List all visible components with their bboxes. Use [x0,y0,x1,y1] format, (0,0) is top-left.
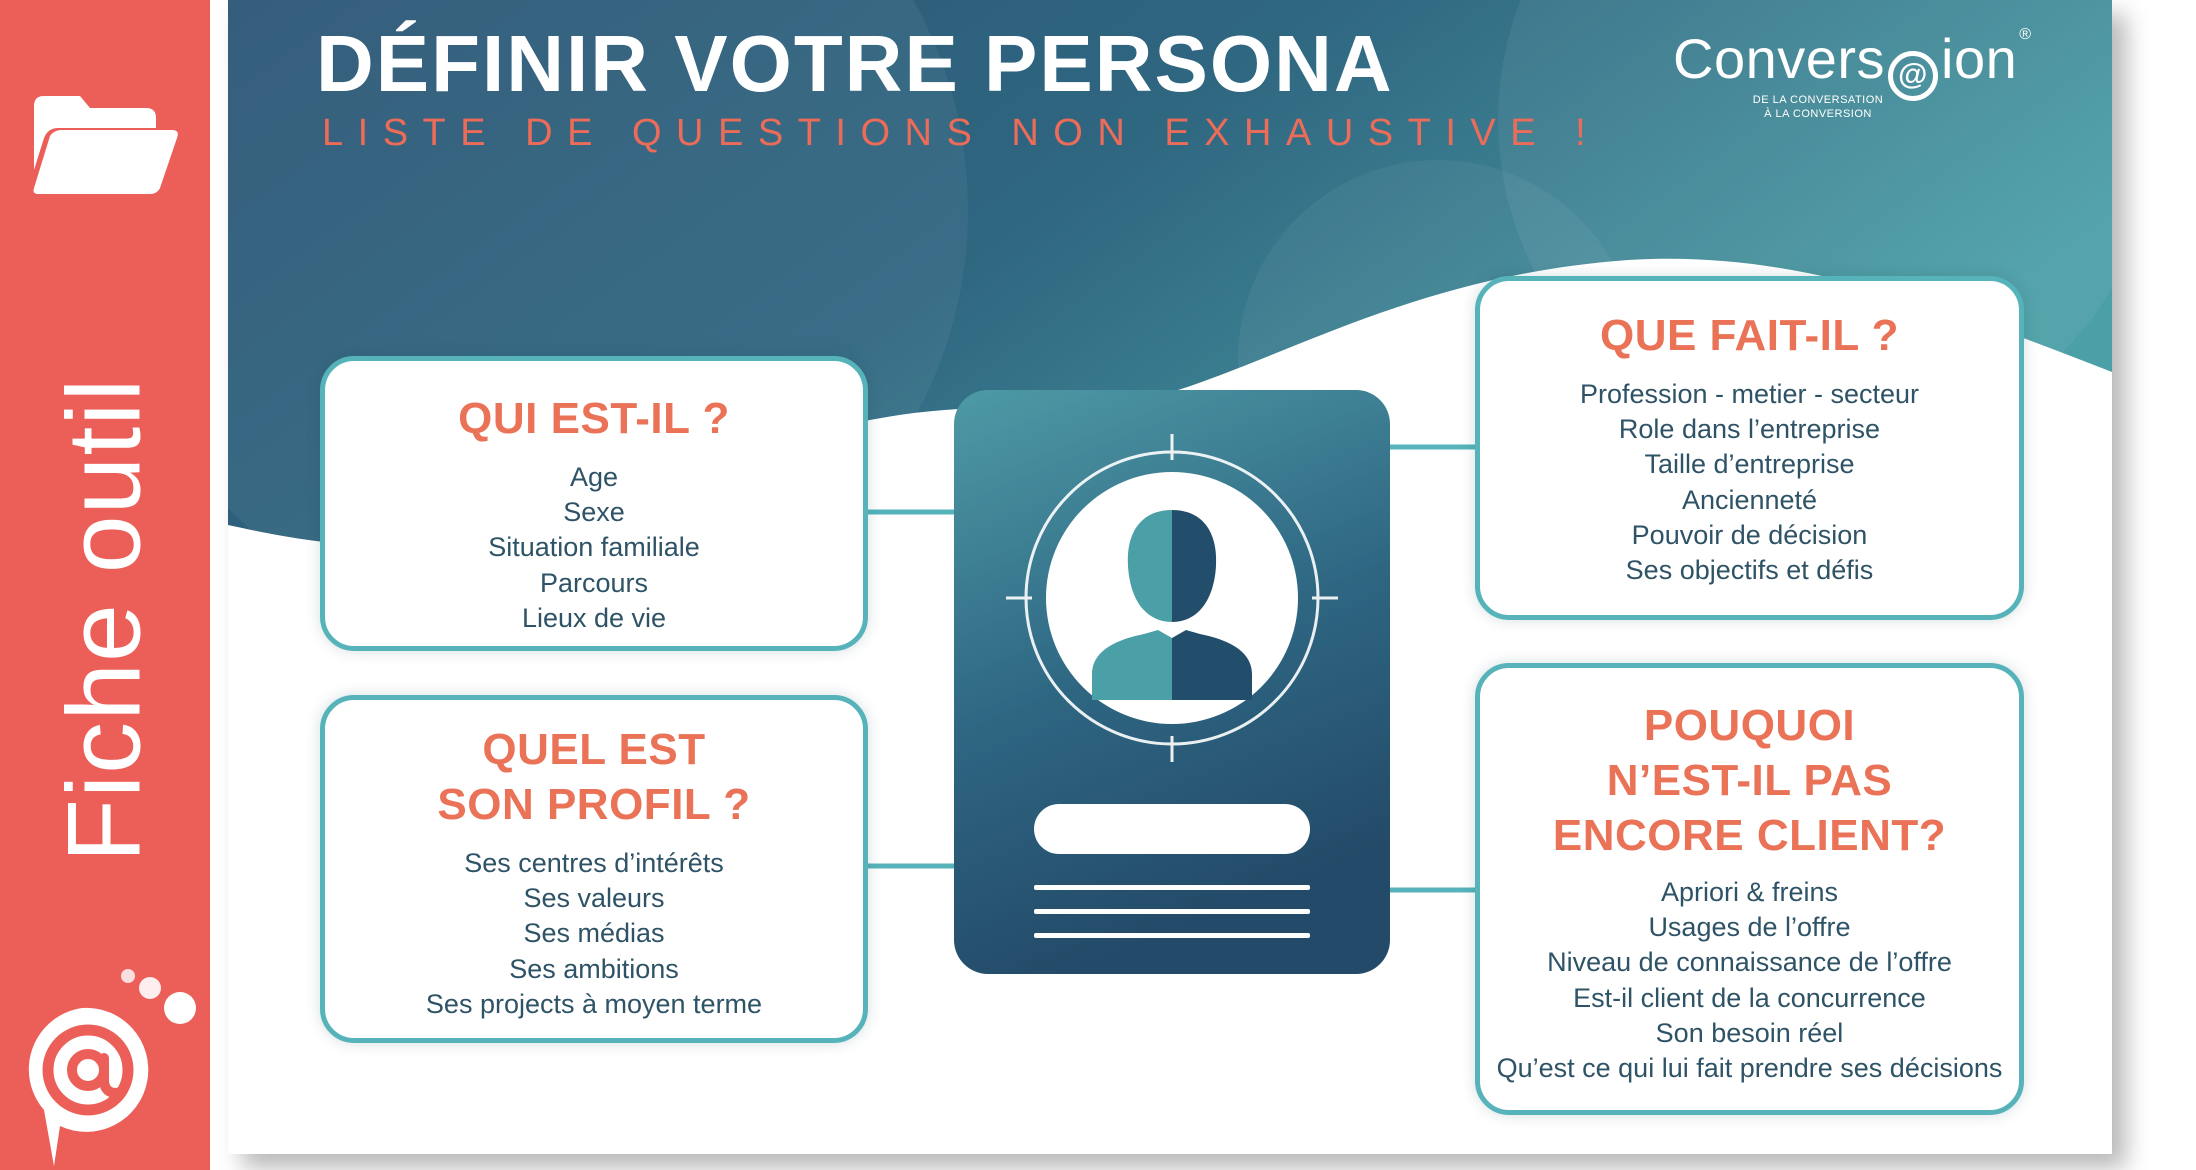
folder-icon [28,88,180,198]
list-item: Taille d’entreprise [1644,449,1855,480]
brand-tagline [1713,93,1923,121]
list-item: Sexe [563,497,625,528]
brand-name-end: ion [1941,27,2018,90]
list-item: Ses objectifs et défis [1625,555,1874,586]
box-who-is-he [320,356,868,651]
list-item: Ses projects à moyen terme [425,988,763,1019]
list-item: Pouvoir de décision [1631,519,1868,550]
box-why-list [1480,875,2019,1086]
infographic-card [228,0,2112,1154]
box-profile-list [325,846,863,1022]
list-item: Ses médias [523,918,665,949]
brand-registered-mark: ® [2019,26,2032,43]
box-why-not-client [1475,663,2024,1115]
box-profile [320,695,868,1043]
at-speech-bubble-icon [0,960,210,1170]
list-item: Ancienneté [1681,484,1818,515]
list-item: Ses valeurs [523,883,665,914]
brand-tagline-line1: DE LA CONVERSATION [1752,94,1884,106]
box-what-title: QUE FAIT-IL ? [1599,311,1900,360]
list-item: Apriori & freins [1660,877,1839,907]
list-item: Parcours [539,567,649,598]
list-item: Profession - metier - secteur [1579,379,1920,409]
page-title: DÉFINIR VOTRE PERSONA [316,19,1394,108]
sidebar [0,0,210,1170]
brand-at-symbol: @ [1888,51,1938,101]
list-item: Ses ambitions [509,953,679,984]
list-item: Usages de l’offre [1648,912,1851,943]
list-item: Role dans l’entreprise [1618,414,1881,445]
persona-card [954,390,1390,974]
list-item: Son besoin réel [1655,1017,1844,1048]
list-item: Age [569,462,619,492]
list-item: Niveau de connaissance de l’offre [1547,947,1952,978]
brand-logo [1673,26,2053,126]
brand-tagline-line2: À LA CONVERSION [1764,108,1872,120]
list-item: Lieux de vie [521,602,667,633]
box-what-does-he-do [1475,276,2024,620]
list-item: Est-il client de la concurrence [1573,982,1926,1013]
list-item: Situation familiale [488,532,700,563]
sidebar-label: Fiche outil [46,377,163,863]
box-profile-title: QUEL EST SON PROFIL ? [437,725,751,829]
brand-name [1673,26,2032,101]
box-who-title: QUI EST-IL ? [458,394,730,443]
list-item: Ses centres d’intérêts [464,848,724,878]
box-what-list [1480,377,2019,588]
page-subtitle: LISTE DE QUESTIONS NON EXHAUSTIVE ! [322,112,1601,154]
brand-name-start: Convers [1673,27,1886,90]
box-who-list [325,460,863,636]
box-why-title: POUQUOI N’EST-IL PAS ENCORE CLIENT? [1552,701,1947,860]
list-item: Qu’est ce qui lui fait prendre ses décisions [1496,1053,2003,1084]
